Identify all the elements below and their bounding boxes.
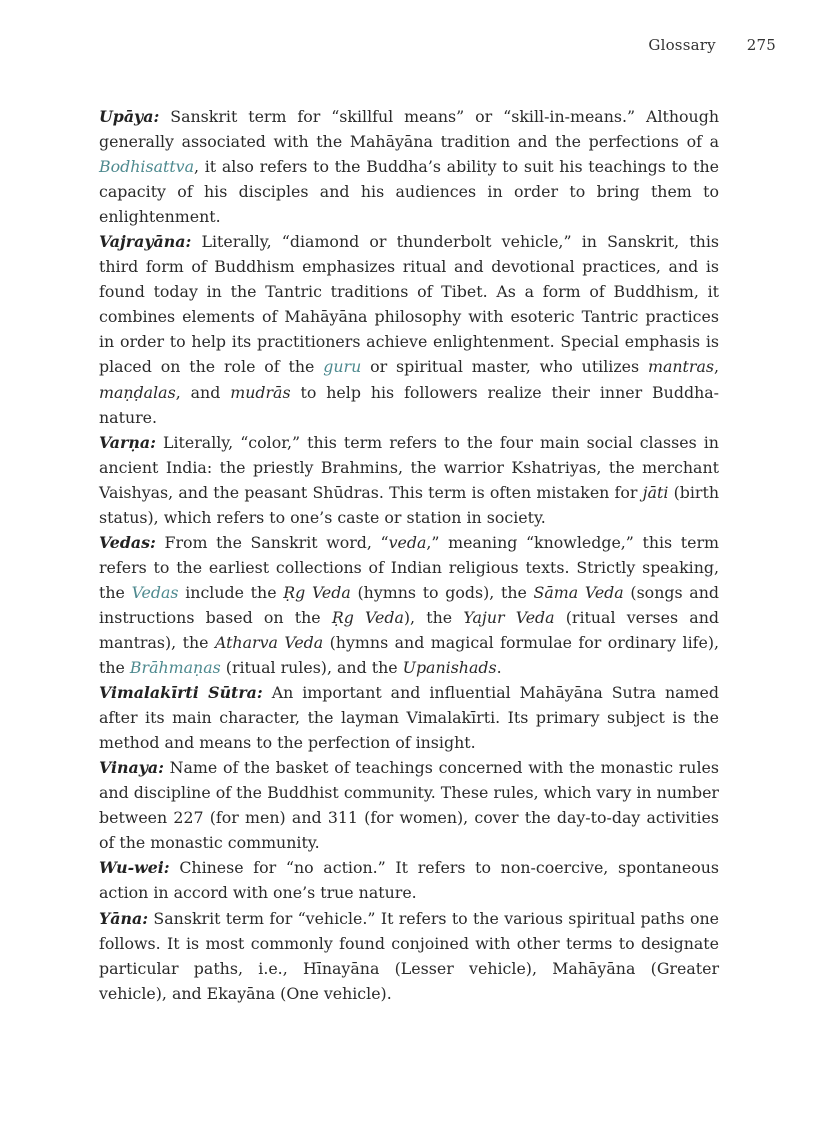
glossary-entry-wu-wei: Wu-wei: Chinese for “no action.” It refers to non-coercive, spontaneous action in accord with one’s true nature. bbox=[99, 858, 719, 903]
cross-reference-link[interactable]: Vedas bbox=[131, 582, 179, 602]
glossary-entry-upaya: Upāya: Sanskrit term for “skillful means” or “skill-in-means.” Although generally associated with the Mahāyāna tradition and the perfections of a Bodhisattva, it also refers to the Buddha’s ability to suit his teachings to the capacity of his disciples and his audiences in order to bring them to enlightenment. bbox=[99, 107, 719, 227]
cross-reference-link[interactable]: guru bbox=[323, 357, 362, 377]
glossary-term: Upāya: bbox=[99, 107, 160, 126]
glossary-term: Yāna: bbox=[99, 908, 149, 928]
glossary-term: Vimalakīrti Sūtra: bbox=[99, 683, 263, 703]
glossary-body bbox=[99, 104, 719, 1006]
cross-reference-link[interactable]: Brāhmaṇas bbox=[129, 658, 221, 678]
running-header-section: Glossary bbox=[648, 36, 716, 54]
glossary-term: Wu-wei: bbox=[99, 858, 170, 878]
glossary-term: Vinaya: bbox=[99, 758, 164, 778]
glossary-entry-vinaya: Vinaya: Name of the basket of teachings concerned with the monastic rules and discipline of the Buddhist community. These rules, which vary in number between 227 (for men) and 311 (for women), cover the day-to-day activities of the monastic community. bbox=[99, 758, 719, 853]
glossary-term: Varṇa: bbox=[99, 432, 156, 452]
glossary-entry-yana: Yāna: Sanskrit term for “vehicle.” It refers to the various spiritual paths one follows. It is most commonly found conjoined with other terms to designate particular paths, i.e., Hīnayāna (Lesser vehicle), Mahāyāna (Greater vehicle), and Ekayāna (One vehicle). bbox=[99, 908, 720, 1003]
glossary-entry-vajrayana: Vajrayāna: Literally, “diamond or thunderbolt vehicle,” in Sanskrit, this third form of Buddhism emphasizes ritual and devotional practices, and is found today in the Tantric traditions of Tibet. As a form of Buddhism, it combines elements of Mahāyāna philosophy with esoteric Tantric practices in order to help its practitioners achieve enlightenment. Special emphasis is placed on the role of the guru or spiritual master, who utilizes mantras, maṇḍalas, and mudrās to help his followers realize their inner Buddha-nature. bbox=[99, 232, 719, 427]
glossary-entry-varna: Varṇa: Literally, “color,” this term refers to the four main social classes in ancient India: the priestly Brahmins, the warrior Kshatriyas, the merchant Vaishyas, and the peasant Shūdras. This term is often mistaken for jāti (birth status), which refers to one’s caste or station in society. bbox=[99, 432, 719, 527]
glossary-entry-vedas: Vedas: From the Sanskrit word, “veda,” meaning “knowledge,” this term refers to the earliest collections of Indian religious texts. Strictly speaking, the Vedas include the Ṛg Veda (hymns to gods), the Sāma Veda (songs and instructions based on the Ṛg Veda), the Yajur Veda (ritual verses and mantras), the Atharva Veda (hymns and magical formulae for ordinary life), the Brāhmaṇas (ritual rules), and the Upanishads. bbox=[99, 532, 719, 678]
page-number: 275 bbox=[746, 36, 776, 54]
glossary-term: Vajrayāna: bbox=[99, 232, 192, 252]
running-header bbox=[648, 36, 776, 54]
glossary-entry-vimalakirti-sutra: Vimalakīrti Sūtra: An important and influential Mahāyāna Sutra named after its main character, the layman Vimalakīrti. Its primary subject is the method and means to the perfection of insight. bbox=[99, 683, 719, 753]
cross-reference-link[interactable]: Bodhisattva bbox=[99, 157, 195, 177]
glossary-term: Vedas: bbox=[99, 532, 156, 552]
